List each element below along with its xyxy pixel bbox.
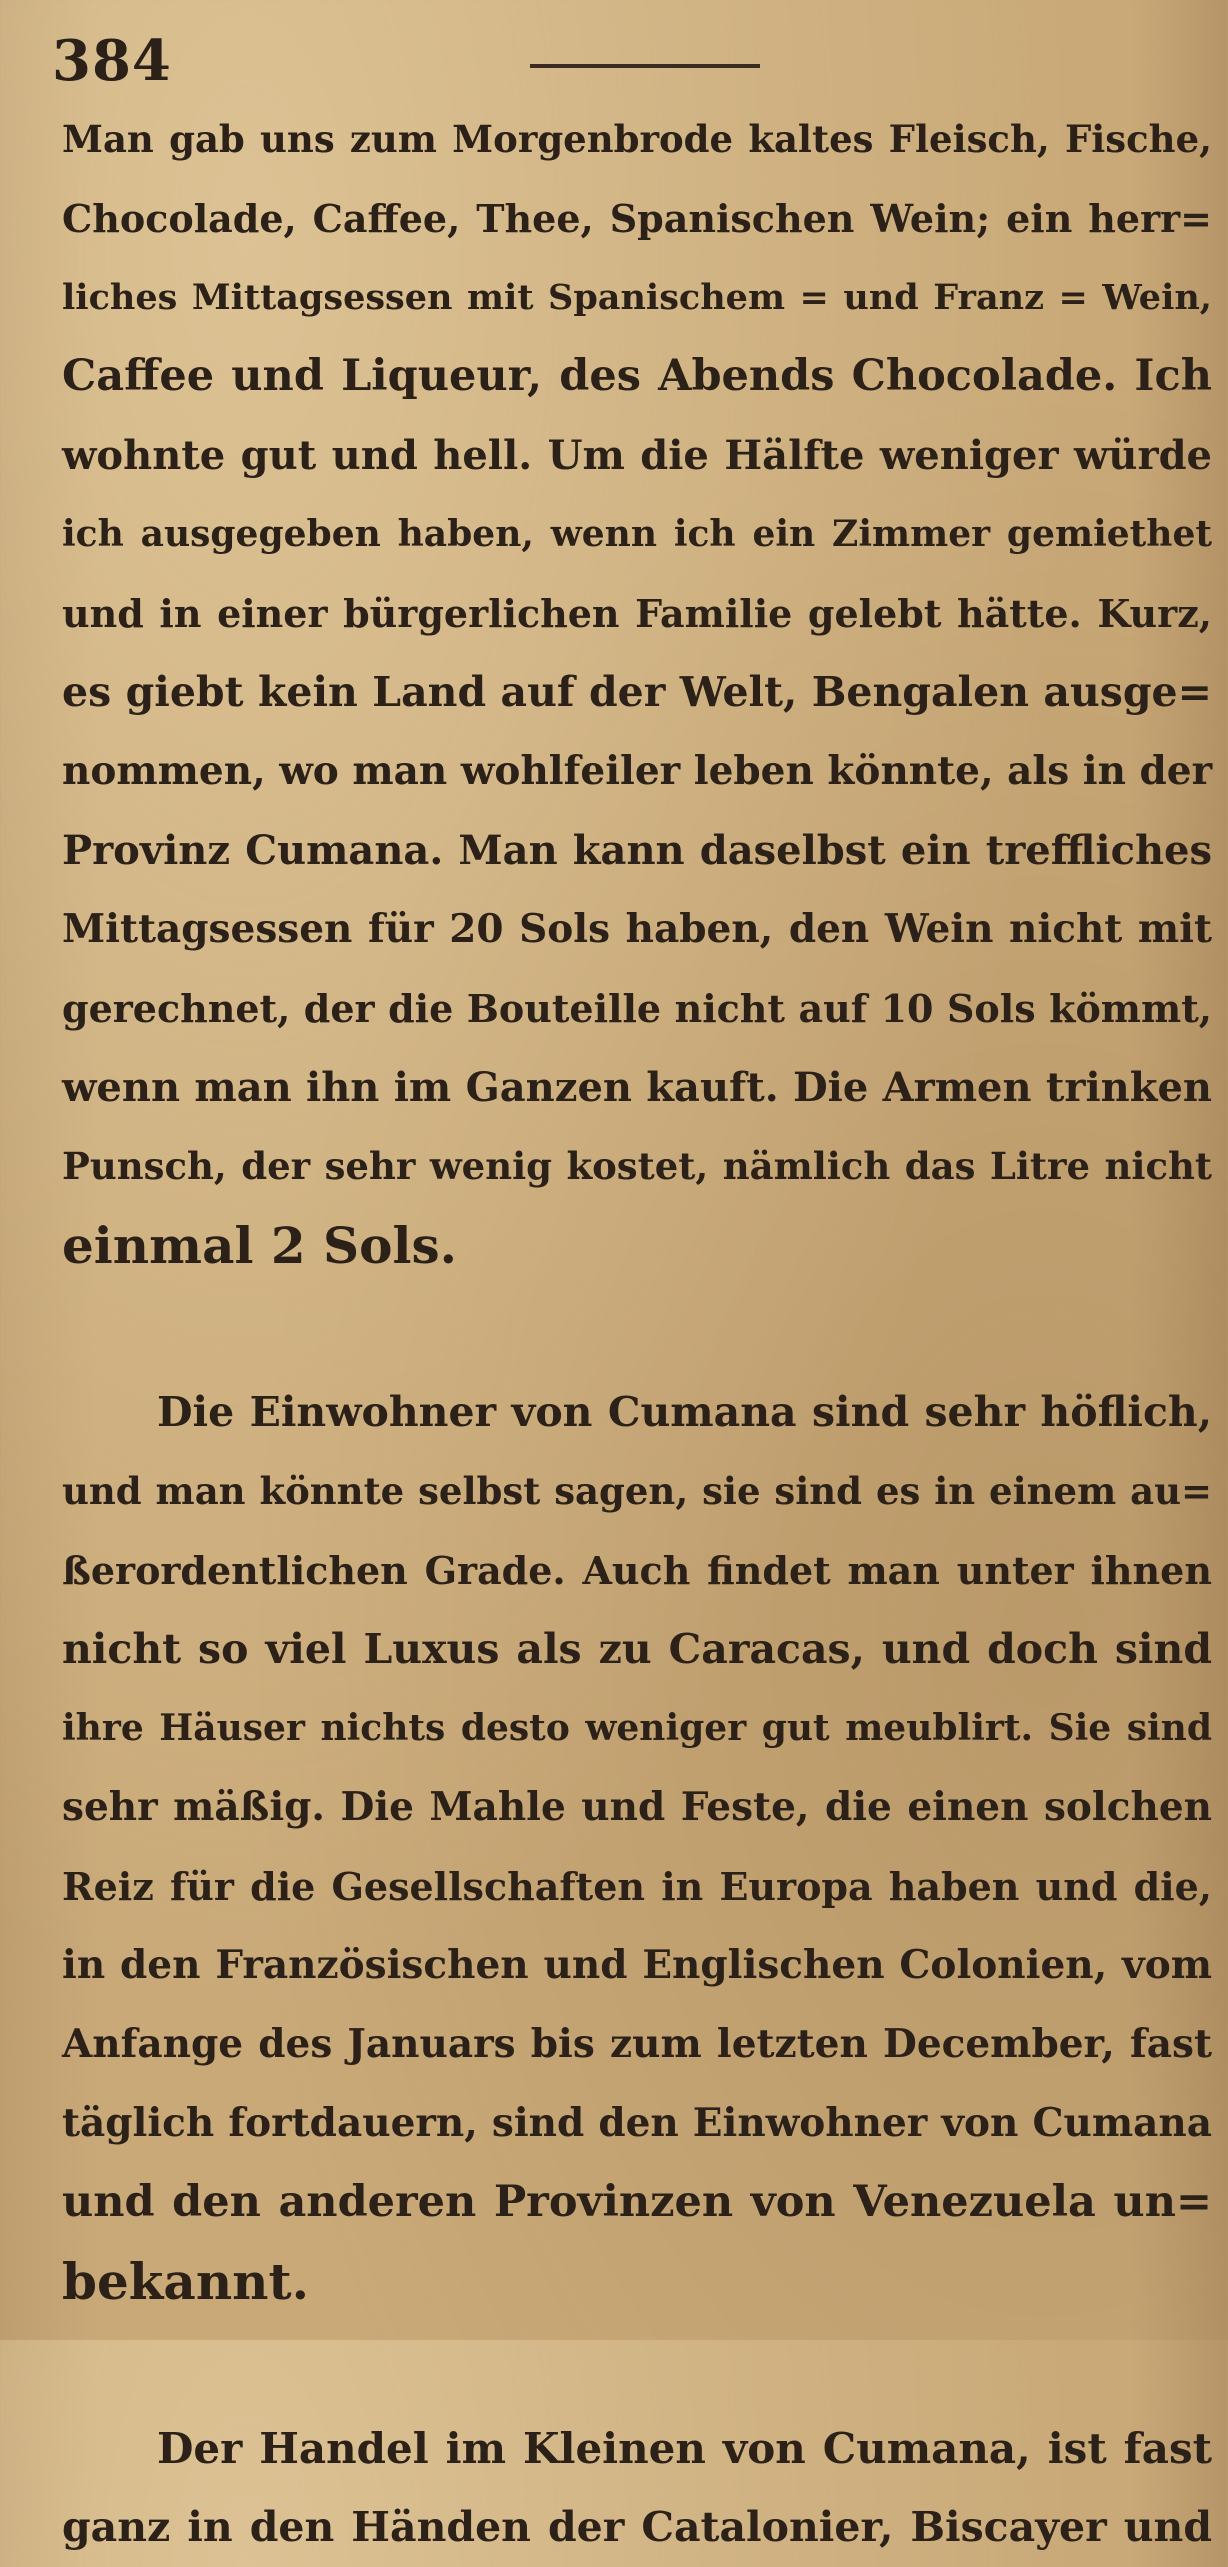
text-line: und den anderen Provinzen von Venezuela un= <box>62 2177 1212 2227</box>
text-line: liches Mittagsessen mit Spanischem = und Franz = Wein, <box>62 277 1212 318</box>
text-line: nommen, wo man wohlfeiler leben könnte, als in der <box>62 748 1213 794</box>
text-line: Chocolade, Caffee, Thee, Spanischen Wein; ein herr= <box>62 196 1212 241</box>
text-line: täglich fortdauern, sind den Einwohner von Cumana <box>62 2100 1212 2146</box>
text-block <box>62 100 1212 2567</box>
text-line: ganz in den Händen der Catalonier, Biscayer und <box>62 2503 1212 2551</box>
page-number: 384 <box>52 28 172 94</box>
paragraph-3 <box>62 2409 1212 2567</box>
text-line: Punsch, der sehr wenig kostet, nämlich das Litre nicht <box>62 1144 1212 1188</box>
text-line: Man gab uns zum Morgenbrode kaltes Fleisch, Fische, <box>62 117 1212 161</box>
text-line: Caffee und Liqueur, des Abends Chocolade. Ich <box>62 351 1212 401</box>
text-line: gerechnet, der die Bouteille nicht auf 10 Sols kömmt, <box>62 986 1212 1031</box>
text-line: ßerordentlichen Grade. Auch findet man unter ihnen <box>62 1548 1212 1593</box>
paragraph-2 <box>62 1373 1212 2321</box>
text-line: Provinz Cumana. Man kann daselbst ein treffliches <box>62 827 1212 874</box>
text-line: und in einer bürgerlichen Familie gelebt hätte. Kurz, <box>62 591 1212 636</box>
text-line: einmal 2 Sols. <box>62 1216 458 1275</box>
text-line: wohnte gut und hell. Um die Hälfte weniger würde <box>62 432 1212 479</box>
text-line: Reiz für die Gesellschaften in Europa haben und die, <box>62 1864 1212 1909</box>
paragraph-1 <box>62 100 1212 1285</box>
text-line: nicht so viel Luxus als zu Caracas, und doch sind <box>62 1625 1212 1673</box>
paragraph-gap <box>62 2321 1212 2409</box>
header-rule <box>530 64 760 68</box>
text-line: wenn man ihn im Ganzen kauft. Die Armen trinken <box>62 1064 1212 1111</box>
text-line: und man könnte selbst sagen, sie sind es in einem au= <box>62 1469 1212 1513</box>
text-line: Die Einwohner von Cumana sind sehr höflich, <box>157 1388 1212 1436</box>
paragraph-gap <box>62 1285 1212 1373</box>
text-line: bekannt. <box>62 2252 310 2311</box>
text-line: sehr mäßig. Die Mahle und Feste, die einen solchen <box>62 1784 1212 1830</box>
text-line: Mittagsessen für 20 Sols haben, den Wein nicht mit <box>62 906 1212 952</box>
text-line: ihre Häuser nichts desto weniger gut meublirt. Sie sind <box>62 1707 1212 1749</box>
text-line: es giebt kein Land auf der Welt, Bengalen ausge= <box>62 668 1212 716</box>
text-line: ich ausgegeben haben, wenn ich ein Zimmer gemiethet <box>62 513 1212 555</box>
text-line: Anfange des Januars bis zum letzten December, fast <box>62 2021 1212 2067</box>
text-line: in den Französischen und Englischen Colonien, vom <box>62 1942 1212 1988</box>
text-line: Der Handel im Kleinen von Cumana, ist fast <box>157 2424 1212 2473</box>
